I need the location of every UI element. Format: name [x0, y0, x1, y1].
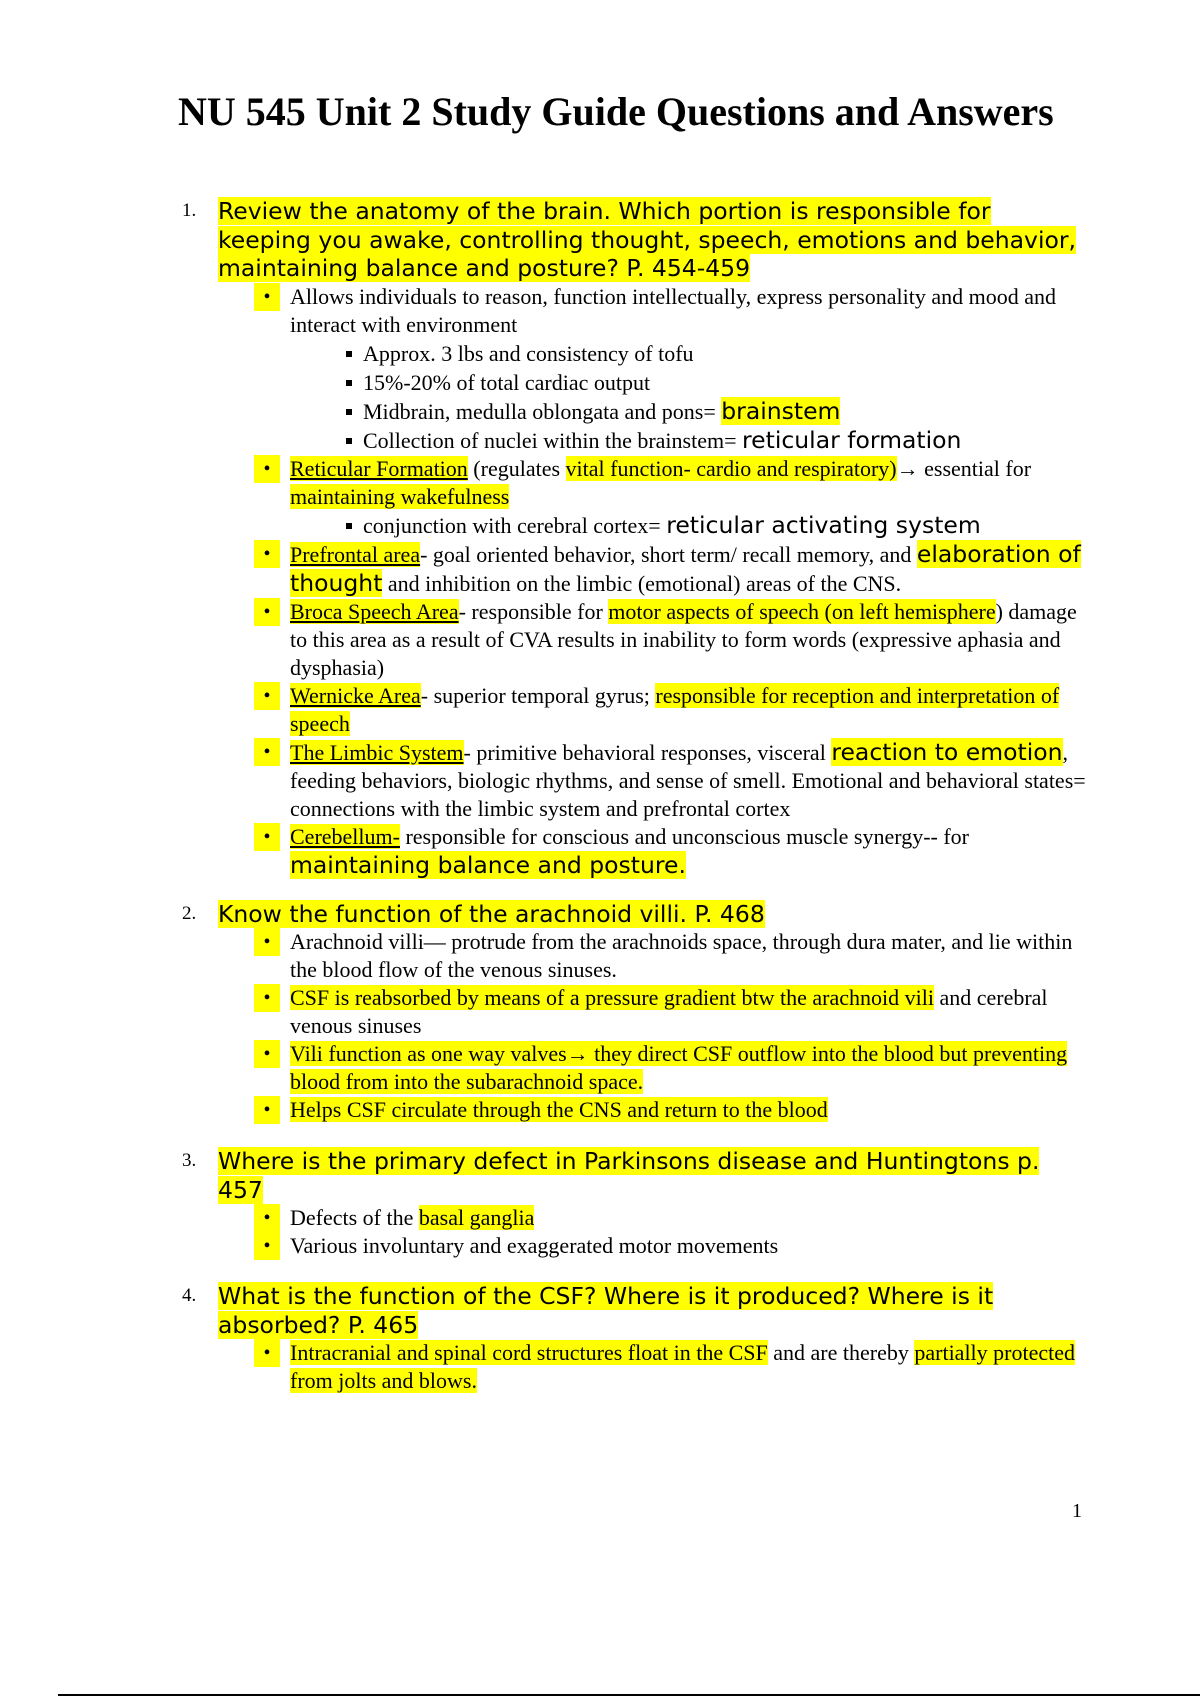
sub-list-item [363, 511, 1103, 540]
highlighted-term: reaction to emotion [831, 737, 1063, 766]
list-item-text: - responsible for [458, 598, 609, 624]
list-item [263, 539, 1090, 598]
list-item-text: responsible for conscious and unconscious muscle synergy-- for [399, 823, 969, 849]
list-item-text: - primitive behavioral responses, visceral [463, 739, 832, 765]
highlighted-text: Intracranial and spinal cord structures float in the CSF [290, 1340, 768, 1365]
underlined-term: The Limbic System [290, 739, 464, 765]
question-highlight: Know the function of the arachnoid villi. P. 468 [218, 899, 765, 928]
highlighted-text: partially protected from jolts and blows. [290, 1340, 1076, 1393]
square-bullet-icon [346, 523, 352, 529]
bullet-icon: • [254, 738, 280, 766]
bullet-icon: • [254, 283, 280, 311]
list-item-text: conjunction with cerebral cortex= [363, 512, 667, 538]
question-number: 1. [182, 200, 197, 221]
question-text [218, 197, 1078, 283]
bullet-icon: • [254, 1096, 280, 1124]
list-item-text: 15%-20% of total cardiac output [363, 369, 651, 395]
list-item-text: Defects of the [290, 1205, 419, 1230]
square-bullet-icon [346, 380, 352, 386]
list-item [263, 1096, 1090, 1124]
list-item-text: , feeding behaviors, biologic rhythms, and sense of smell. Emotional and behavioral states= connections with the limbic system and prefrontal cortex [290, 739, 1086, 821]
highlighted-text: basal ganglia [418, 1205, 535, 1230]
list-item-text: Approx. 3 lbs and consistency of tofu [363, 340, 694, 366]
bullet-icon: • [254, 1339, 280, 1367]
list-item-text: Allows individuals to reason, function intellectually, express personality and mood and interact with environment [290, 283, 1056, 337]
list-item-text: Various involuntary and exaggerated motor movements [290, 1233, 779, 1258]
underlined-term: Broca Speech Area [290, 598, 459, 624]
bullet-icon: • [254, 682, 280, 710]
bullet-icon: • [254, 1040, 280, 1068]
question-highlight: Review the anatomy of the brain. Which portion is responsible for keeping you awake, controlling thought, speech, emotions and behavior, maintaining balance and posture? P. 454-459 [218, 197, 1076, 282]
spacer [0, 1260, 1200, 1282]
square-bullet-icon [346, 438, 352, 444]
list-item-text: ) damage to this area as a result of CVA results in inability to form words (expressive aphasia and dysphasia) [290, 598, 1077, 680]
sub-list-item [363, 339, 1103, 368]
bullet-icon: • [254, 984, 280, 1012]
square-bullet-icon [346, 351, 352, 357]
underlined-term: Prefrontal area [290, 541, 421, 567]
highlighted-text: motor aspects of speech (on left hemisphere [608, 598, 996, 624]
list-item-text: Midbrain, medulla oblongata and pons= [363, 398, 722, 424]
bullet-icon: • [254, 540, 280, 568]
sub-list-item [363, 368, 1103, 397]
list-item [263, 1232, 1090, 1260]
list-item [263, 682, 1090, 738]
highlighted-text: Vili function as one way valves→ they direct CSF outflow into the blood but preventing blood from into the subarachnoid space. [290, 1041, 1068, 1094]
list-item-text: → essential for [896, 455, 1032, 481]
question-text [218, 900, 1078, 929]
highlighted-text: vital function- cardio and respiratory) [565, 455, 897, 481]
list-item [263, 1204, 1090, 1232]
sub-list-item [363, 397, 1103, 426]
list-item [263, 928, 1090, 984]
bullet-icon: • [254, 1232, 280, 1260]
list-item-text: - superior temporal gyrus; [420, 682, 656, 708]
document-title: NU 545 Unit 2 Study Guide Questions and Answers [178, 89, 1054, 134]
bullet-icon: • [254, 598, 280, 626]
question-3 [0, 1147, 1200, 1260]
list-item [263, 1339, 1090, 1395]
highlighted-text: CSF is reabsorbed by means of a pressure gradient btw the arachnoid vili [290, 985, 934, 1010]
question-text [218, 1147, 1078, 1204]
highlighted-term: brainstem [721, 396, 841, 425]
list-item-text: and cerebral venous sinuses [290, 985, 1048, 1038]
question-number: 4. [182, 1285, 197, 1306]
term: reticular formation [742, 425, 962, 454]
question-highlight: Where is the primary defect in Parkinsons disease and Huntingtons p. 457 [218, 1147, 1040, 1204]
underlined-term: Cerebellum- [290, 823, 400, 849]
list-item [263, 823, 1090, 880]
page-number: 1 [1072, 1500, 1082, 1522]
document-body [0, 197, 1200, 1395]
list-item [263, 283, 1090, 339]
question-2 [0, 900, 1200, 1125]
term: reticular activating system [666, 510, 981, 539]
question-highlight: What is the function of the CSF? Where is it produced? Where is it absorbed? P. 465 [218, 1282, 994, 1339]
bullet-icon: • [254, 455, 280, 483]
underlined-term: Wernicke Area [290, 682, 421, 708]
list-item-text: Arachnoid villi— protrude from the arachnoids space, through dura mater, and lie within the blood flow of the venous sinuses. [290, 929, 1073, 982]
list-item-text: Collection of nuclei within the brainstem= [363, 427, 742, 453]
highlighted-term: elaboration of thought [290, 539, 1081, 597]
list-item [263, 984, 1090, 1040]
highlighted-term: maintaining balance and posture. [290, 850, 686, 879]
list-item [263, 455, 1090, 511]
question-1 [0, 197, 1200, 880]
spacer [0, 880, 1200, 900]
spacer [0, 1124, 1200, 1147]
bullet-icon: • [254, 1204, 280, 1232]
list-item-text: and inhibition on the limbic (emotional) areas of the CNS. [382, 570, 902, 596]
question-4 [0, 1282, 1200, 1395]
square-bullet-icon [346, 409, 352, 415]
list-item-text: (regulates [467, 455, 566, 481]
list-item [263, 737, 1090, 823]
list-item [263, 598, 1090, 682]
sub-list-item [363, 426, 1103, 455]
highlighted-text: maintaining wakefulness [290, 483, 510, 509]
question-number: 3. [182, 1150, 197, 1171]
list-item-text: - goal oriented behavior, short term/ recall memory, and [420, 541, 917, 567]
list-item [263, 1040, 1090, 1096]
highlighted-text: Helps CSF circulate through the CNS and return to the blood [290, 1097, 828, 1122]
footer-divider [58, 1694, 1200, 1696]
bullet-icon: • [254, 928, 280, 956]
highlighted-text: responsible for reception and interpretation of speech [290, 682, 1060, 736]
bullet-icon: • [254, 823, 280, 851]
question-text [218, 1282, 1078, 1339]
question-number: 2. [182, 902, 197, 924]
underlined-term: Reticular Formation [290, 455, 468, 481]
list-item-text: and are thereby [767, 1340, 915, 1365]
